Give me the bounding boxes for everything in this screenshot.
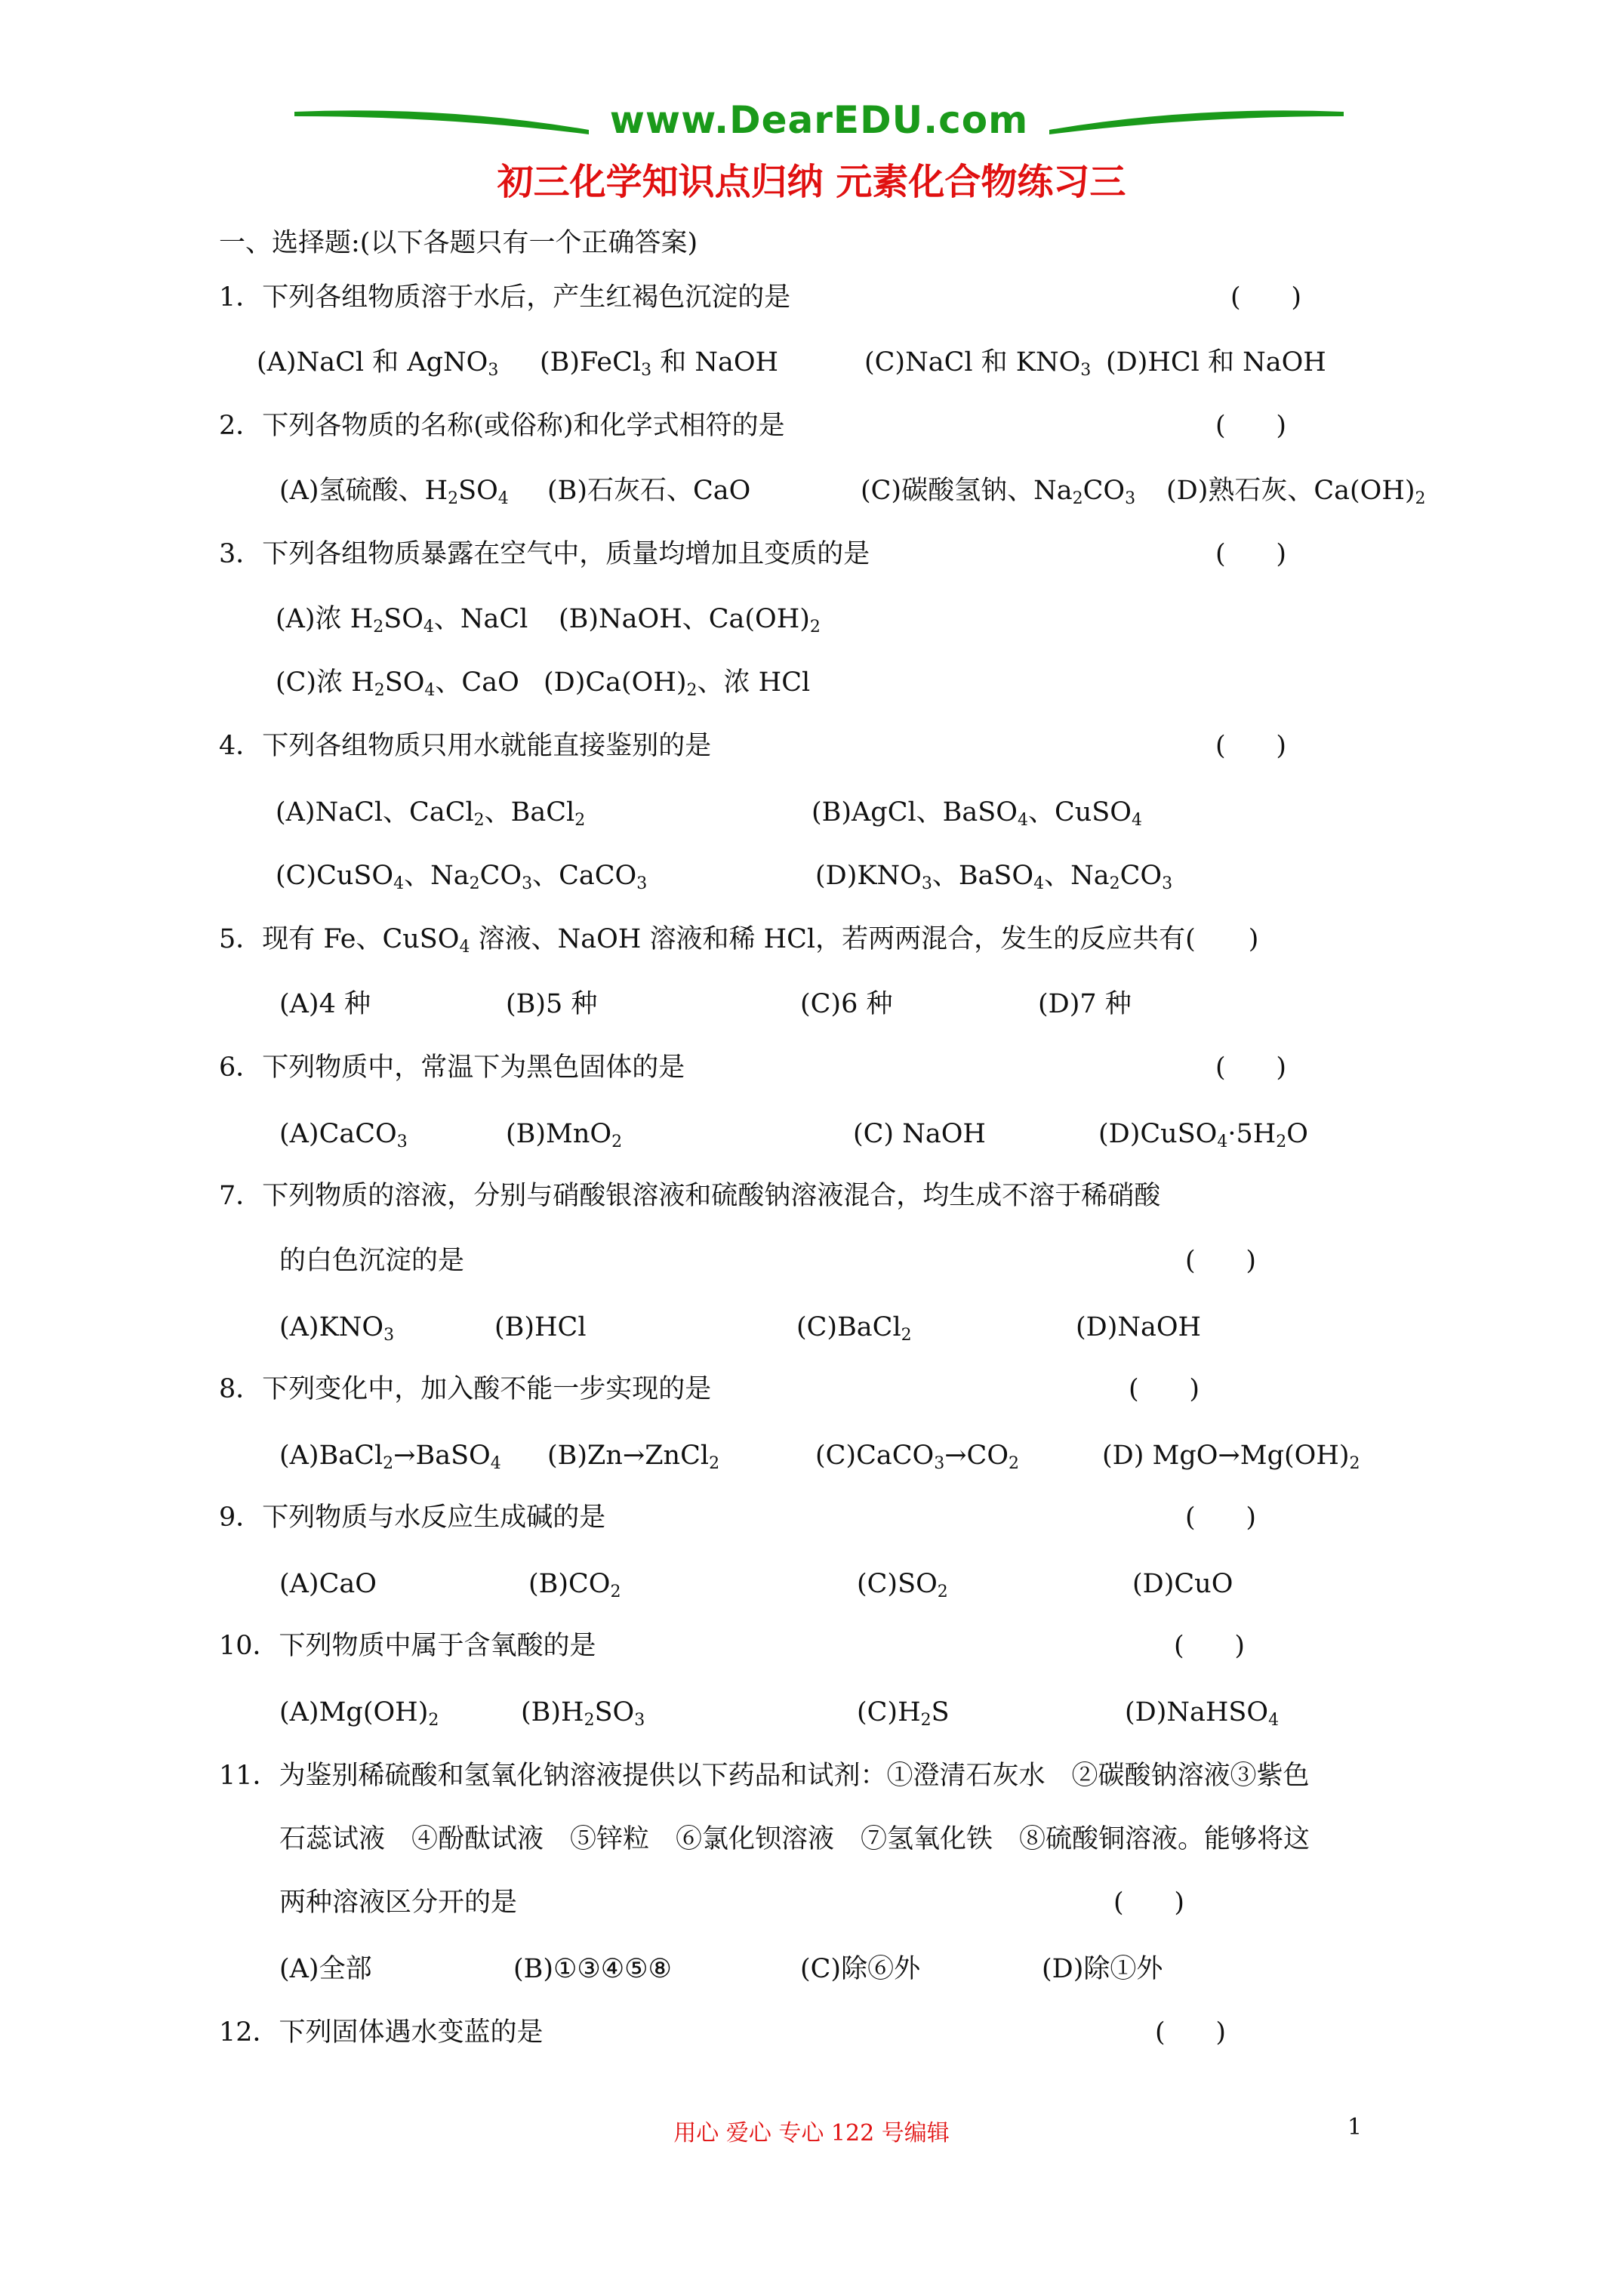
question-5-option-b: (B)5 种	[506, 989, 598, 1019]
question-2-option-b: (B)石灰石、CaO	[547, 476, 751, 506]
question-5-stem: 5．现有 Fe、CuSO$_4$ 溶液、NaOH 溶液和稀 HCl，若两两混合，发生的反应共有( )	[219, 924, 1259, 957]
question-6-stem: 6．下列物质中，常温下为黑色固体的是	[219, 1052, 685, 1083]
question-6-option-a: (A)CaCO$_3$	[279, 1119, 408, 1151]
question-3-option-a: (A)浓 $H_2SO_4$、NaCl	[276, 604, 528, 636]
question-5-option-d: (D)7 种	[1038, 989, 1132, 1019]
question-5-option-a: (A)4 种	[279, 989, 371, 1019]
question-3-option-b: (B)NaOH、$Ca(OH)_2$	[559, 604, 821, 636]
question-6-option-d: $(D)CuSO_4\cdot 5H_2O$	[1098, 1119, 1308, 1151]
answer-blank[interactable]: ( )	[1215, 731, 1287, 761]
question-7-option-c: (C)BaCl$_2$	[796, 1312, 912, 1345]
question-4-option-d: $(D)KNO_3$、BaSO$_4$、$Na_2CO_3$	[815, 861, 1173, 893]
answer-blank[interactable]: ( )	[1215, 539, 1287, 569]
question-11-option-c: (C)除⑥外	[800, 1954, 921, 1984]
question-3-option-c: (C)浓 $H_2SO_4$、CaO	[276, 667, 519, 700]
site-banner	[294, 91, 1344, 159]
question-4-option-a: (A)NaCl、CaCl$_2$、BaCl$_2$	[276, 797, 586, 830]
question-12-stem: 12．下列固体遇水变蓝的是	[219, 2017, 544, 2048]
page-number: 1	[1347, 2114, 1363, 2140]
question-7-option-b: (B)HCl	[494, 1312, 587, 1342]
question-9-option-a: (A)CaO	[279, 1569, 377, 1599]
question-10-option-d: (D)NaHSO$_4$	[1125, 1697, 1280, 1730]
question-5-option-c: (C)6 种	[800, 989, 893, 1019]
question-6-option-b: (B)MnO$_2$	[506, 1119, 623, 1151]
question-2-option-c: (C)碳酸氢钠、$Na_2CO_3$	[861, 476, 1136, 508]
question-11-stem: 11．为鉴别稀硫酸和氢氧化钠溶液提供以下药品和试剂：①澄清石灰水 ②碳酸钠溶液③紫色	[219, 1761, 1310, 1791]
question-11-stem-continued: 石蕊试液 ④酚酞试液 ⑤锌粒 ⑥氯化钡溶液 ⑦氢氧化铁 ⑧硫酸铜溶液。能够将这	[279, 1824, 1310, 1854]
question-1-stem: 1．下列各组物质溶于水后，产生红褐色沉淀的是	[219, 282, 791, 313]
question-1-option-b: (B)FeCl$_3$ 和 NaOH	[540, 347, 779, 380]
question-6-option-c: (C) NaOH	[853, 1119, 986, 1149]
question-7-option-a: $(A)KNO_3$	[279, 1312, 395, 1345]
answer-blank[interactable]: ( )	[1185, 1502, 1257, 1533]
question-9-option-b: $(B)CO_2$	[528, 1569, 621, 1601]
section-heading: 一、选择题:(以下各题只有一个正确答案)	[219, 228, 698, 258]
site-url: www.DearEDU.com	[609, 98, 1029, 142]
question-11-option-b: (B)①③④⑤⑧	[513, 1954, 672, 1984]
answer-blank[interactable]: ( )	[1230, 282, 1302, 313]
answer-blank[interactable]: ( )	[1113, 1888, 1185, 1918]
question-11-option-a: (A)全部	[279, 1954, 372, 1984]
question-10-option-b: $(B)H_2SO_3$	[521, 1697, 645, 1730]
answer-blank[interactable]: ( )	[1155, 2017, 1227, 2048]
question-8-option-b: (B)Zn→ZnCl$_2$	[547, 1441, 720, 1473]
question-11-stem-continued-2: 两种溶液区分开的是	[279, 1888, 518, 1918]
answer-blank[interactable]: ( )	[1185, 1246, 1257, 1276]
question-1-option-c: (C)NaCl 和 $KNO_3$	[864, 347, 1092, 380]
question-7-option-d: (D)NaOH	[1076, 1312, 1202, 1342]
page-footer: 用心 爱心 专心 122 号编辑	[673, 2120, 950, 2147]
question-11-option-d: (D)除①外	[1042, 1954, 1163, 1984]
question-9-option-d: (D)CuO	[1132, 1569, 1233, 1599]
question-8-option-c: $(C)CaCO_3\to CO_2$	[815, 1441, 1020, 1473]
question-8-option-a: (A)BaCl$_2$→BaSO$_4$	[279, 1441, 501, 1473]
question-2-option-d: (D)熟石灰、$Ca(OH)_2$	[1166, 476, 1426, 508]
question-10-stem: 10．下列物质中属于含氧酸的是	[219, 1631, 596, 1661]
question-10-option-a: $(A)Mg(OH)_2$	[279, 1697, 439, 1730]
question-7-stem-continued: 的白色沉淀的是	[279, 1246, 465, 1276]
question-4-option-b: (B)AgCl、BaSO$_4$、CuSO$_4$	[812, 797, 1142, 830]
question-2-option-a: (A)氢硫酸、$H_2SO_4$	[279, 476, 509, 508]
question-2-stem: 2．下列各物质的名称(或俗称)和化学式相符的是	[219, 411, 785, 441]
answer-blank[interactable]: ( )	[1129, 1374, 1200, 1404]
question-7-stem: 7．下列物质的溶液，分别与硝酸银溶液和硫酸钠溶液混合，均生成不溶于稀硝酸	[219, 1181, 1161, 1211]
question-1-option-d: (D)HCl 和 NaOH	[1106, 347, 1326, 378]
answer-blank[interactable]: ( )	[1215, 411, 1287, 441]
question-8-stem: 8．下列变化中，加入酸不能一步实现的是	[219, 1374, 712, 1404]
question-4-option-c: (C)CuSO$_4$、$Na_2CO_3$、CaCO$_3$	[276, 861, 648, 893]
question-3-stem: 3．下列各组物质暴露在空气中，质量均增加且变质的是	[219, 539, 870, 569]
question-9-option-c: $(C)SO_2$	[857, 1569, 948, 1601]
answer-blank[interactable]: ( )	[1174, 1631, 1246, 1661]
question-3-option-d: $(D)Ca(OH)_2$、浓 HCl	[544, 667, 811, 700]
question-9-stem: 9．下列物质与水反应生成碱的是	[219, 1502, 606, 1533]
question-1-option-a: (A)NaCl 和 AgNO$_3$	[257, 347, 499, 380]
question-4-stem: 4．下列各组物质只用水就能直接鉴别的是	[219, 731, 712, 761]
question-8-option-d: (D) $MgO\to Mg(OH)_2$	[1102, 1441, 1360, 1473]
page-title: 初三化学知识点归纳 元素化合物练习三	[497, 161, 1126, 203]
answer-blank[interactable]: ( )	[1215, 1052, 1287, 1083]
question-10-option-c: $(C)H_2S$	[857, 1697, 950, 1730]
